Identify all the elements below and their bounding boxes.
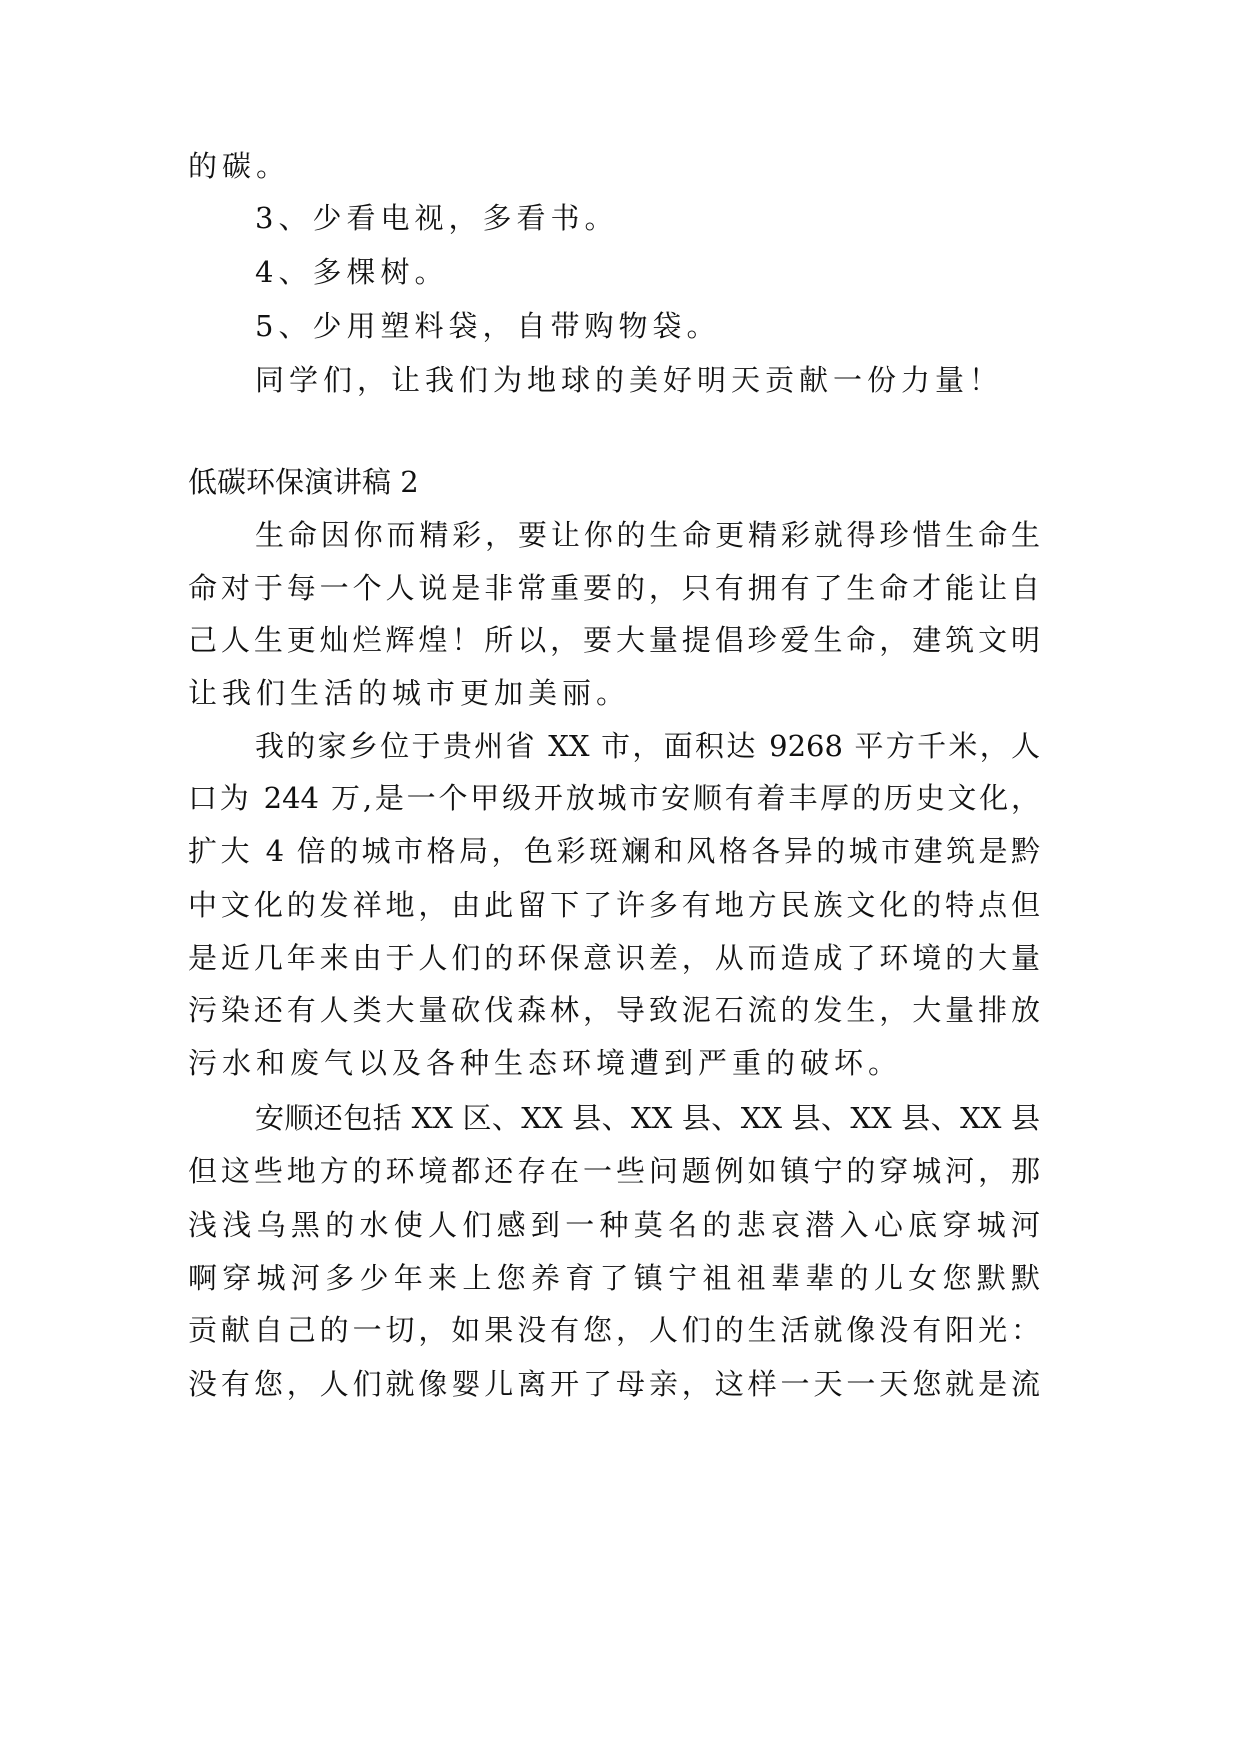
text-line: 但这些地方的环境都还存在一些问题例如镇宁的穿城河，那 — [188, 1154, 1040, 1188]
text-line: 是近几年来由于人们的环保意识差，从而造成了环境的大量 — [188, 941, 1040, 975]
list-item: 3、少看电视，多看书。 — [255, 201, 619, 235]
text-line: 安顺还包括 XX 区、XX 县、XX 县、XX 县、XX 县、XX 县 — [255, 1101, 1040, 1135]
text-line: 没有您，人们就像婴儿离开了母亲，这样一天一天您就是流 — [188, 1367, 1040, 1401]
text-line: 让我们生活的城市更加美丽。 — [188, 676, 631, 710]
text-line: 啊穿城河多少年来上您养育了镇宁祖祖辈辈的儿女您默默 — [188, 1261, 1040, 1295]
text-line: 贡献自己的一切，如果没有您，人们的生活就像没有阳光： — [188, 1313, 1040, 1347]
list-item: 5、少用塑料袋，自带购物袋。 — [255, 309, 721, 343]
text-line: 生命因你而精彩，要让你的生命更精彩就得珍惜生命生 — [255, 518, 1040, 552]
text-line: 污水和废气以及各种生态环境遭到严重的破坏。 — [188, 1046, 903, 1080]
section-title: 低碳环保演讲稿 2 — [188, 465, 419, 499]
text-line: 己人生更灿烂辉煌！所以，要大量提倡珍爱生命，建筑文明 — [188, 623, 1040, 657]
text-line: 同学们，让我们为地球的美好明天贡献一份力量！ — [255, 363, 1004, 397]
text-line: 中文化的发祥地，由此留下了许多有地方民族文化的特点但 — [188, 888, 1040, 922]
list-item: 4、多棵树。 — [255, 255, 449, 289]
text-line: 口为 244 万,是一个甲级开放城市安顺有着丰厚的历史文化， — [188, 781, 1040, 815]
text-line: 我的家乡位于贵州省 XX 市，面积达 9268 平方千米，人 — [255, 729, 1040, 763]
text-line: 命对于每一个人说是非常重要的，只有拥有了生命才能让自 — [188, 571, 1040, 605]
text-line: 的碳。 — [188, 149, 291, 183]
text-line: 浅浅乌黑的水使人们感到一种莫名的悲哀潜入心底穿城河 — [188, 1208, 1040, 1242]
text-line: 扩大 4 倍的城市格局，色彩斑斓和风格各异的城市建筑是黔 — [188, 834, 1040, 868]
text-line: 污染还有人类大量砍伐森林，导致泥石流的发生，大量排放 — [188, 993, 1040, 1027]
